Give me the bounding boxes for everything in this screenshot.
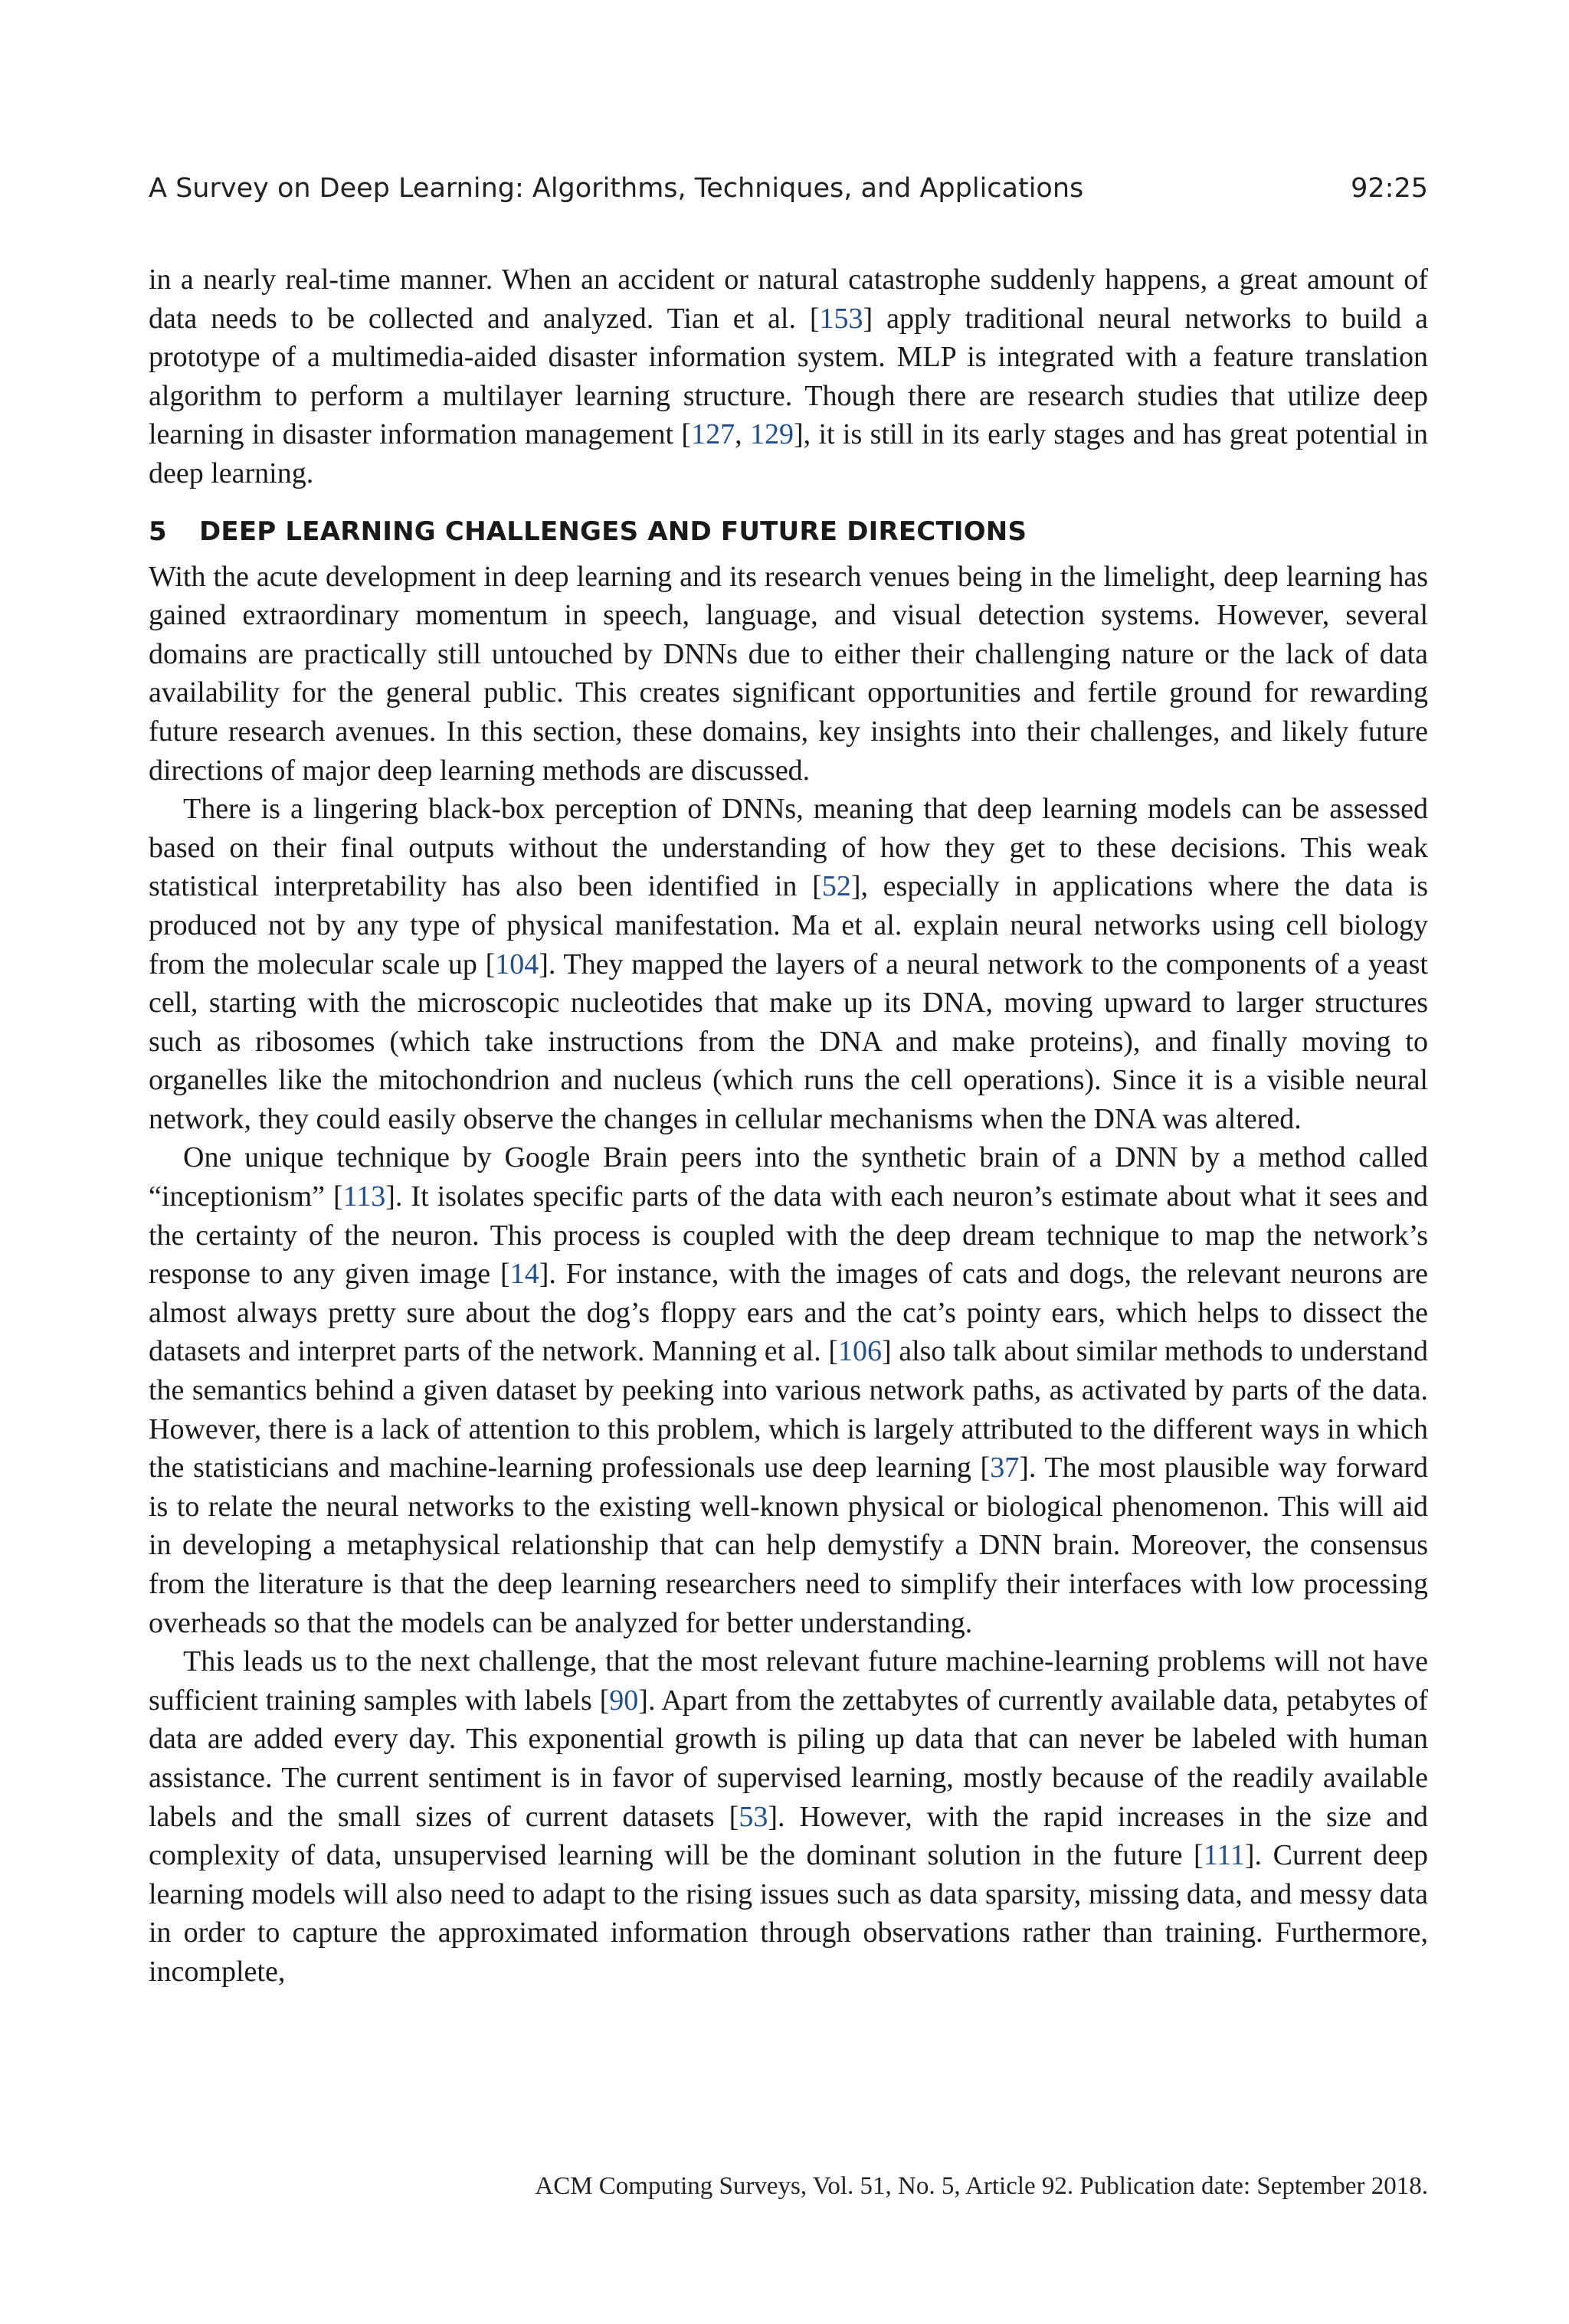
running-header-title: A Survey on Deep Learning: Algorithms, Techniques, and Applications <box>149 173 1084 204</box>
text-run: ]. The most plausible way forward is to relate the neural networks to the existing well-known physical or biological phenomenon. This will aid in developing a metaphysical relationship that can help demystify a DNN brain. Moreover, the consensus from the literature is that the deep learning researchers need to simplify their interfaces with low processing overheads so that the models can be analyzed for better understanding. <box>149 1452 1428 1639</box>
citation-link[interactable]: 106 <box>837 1335 882 1368</box>
running-header <box>149 173 1428 211</box>
citation-link[interactable]: 104 <box>495 948 539 980</box>
text-run: One unique technique by Google Brain peers into the synthetic brain of a DNN by a method called “inceptionism” [ <box>149 1141 1428 1213</box>
text-run: ]. They mapped the layers of a neural network to the components of a yeast cell, starting with the microscopic nucleotides that make up its DNA, moving upward to larger structures such as ribosomes (which take instructions from the DNA and make proteins), and finally moving to organelles like the mitochondrion and nucleus (which runs the cell operations). Since it is a visible neural network, they could easily observe the changes in cellular mechanisms when the DNA was altered. <box>149 948 1428 1135</box>
section-title: DEEP LEARNING CHALLENGES AND FUTURE DIRECTIONS <box>199 516 1027 547</box>
text-run: ]. However, with the rapid increases in the size and complexity of data, unsupervised learning will be the dominant solution in the future [ <box>149 1800 1428 1872</box>
citation-link[interactable]: 52 <box>821 870 851 903</box>
text-run: ], it is still in its early stages and has great potential in deep learning. <box>149 418 1429 489</box>
text-run: With the acute development in deep learning and its research venues being in the limelight, deep learning has gained extraordinary momentum in speech, language, and visual detection systems. However, several domains are practically still untouched by DNNs due to either their challenging nature or the lack of data availability for the general public. This creates significant opportunities and fertile ground for rewarding future research avenues. In this section, these domains, key insights into their challenges, and likely future directions of major deep learning methods are discussed. <box>149 560 1428 787</box>
section-heading <box>149 515 1428 548</box>
citation-link[interactable]: 127 <box>691 418 735 451</box>
text-run: ]. Current deep learning models will also need to adapt to the rising issues such as data sparsity, missing data, and messy data in order to capture the approximated information through observations rather than training. Furthermore, incomplete, <box>149 1839 1429 1988</box>
article-body <box>149 260 1428 1992</box>
citation-link[interactable]: 113 <box>342 1180 386 1213</box>
text-run: , <box>735 418 750 451</box>
text-run: ]. Apart from the zettabytes of currently available data, petabytes of data are added every day. This exponential growth is piling up data that can never be labeled with human assistance. The current sentiment is in favor of supervised learning, mostly because of the readily available labels and the small sizes of current datasets [ <box>149 1684 1428 1833</box>
citation-link[interactable]: 129 <box>749 418 794 451</box>
paragraph-inceptionism <box>149 1138 1428 1642</box>
text-run: ]. It isolates specific parts of the data with each neuron’s estimate about what it sees and the certainty of the neuron. This process is coupled with the deep dream technique to map the network’s response to any given image [ <box>149 1180 1428 1291</box>
document-page <box>149 0 1428 2324</box>
text-run: in a nearly real-time manner. When an accident or natural catastrophe suddenly happens, a great amount of data needs to be collected and analyzed. Tian et al. [ <box>149 263 1428 335</box>
citation-link[interactable]: 14 <box>509 1258 539 1291</box>
paragraph-section-intro <box>149 558 1428 790</box>
text-run: This leads us to the next challenge, that the most relevant future machine-learning problems will not have sufficient training samples with labels [ <box>149 1645 1428 1717</box>
section-number: 5 <box>149 516 167 547</box>
citation-link[interactable]: 111 <box>1203 1839 1245 1872</box>
text-run: ] apply traditional neural networks to build a prototype of a multimedia-aided disaster information system. MLP is integrated with a feature translation algorithm to perform a multilayer learning structure. Though there are research studies that utilize deep learning in disaster information management [ <box>149 302 1428 451</box>
text-run: ] also talk about similar methods to understand the semantics behind a given dataset by peeking into various network paths, as activated by parts of the data. However, there is a lack of attention to this problem, which is largely attributed to the different ways in which the statisticians and machine-learning professionals use deep learning [ <box>149 1335 1428 1484</box>
paragraph-black-box <box>149 790 1428 1138</box>
citation-link[interactable]: 37 <box>990 1452 1020 1484</box>
text-run: ]. For instance, with the images of cats and dogs, the relevant neurons are almost always pretty sure about the dog’s floppy ears and the cat’s pointy ears, which helps to dissect the datasets and interpret parts of the network. Manning et al. [ <box>149 1258 1428 1368</box>
running-header-page-number: 92:25 <box>1351 173 1428 204</box>
text-run: ], especially in applications where the data is produced not by any type of physical manifestation. Ma et al. explain neural networks using cell biology from the molecular scale up [ <box>149 870 1428 980</box>
paragraph-training-samples <box>149 1642 1428 1991</box>
text-run: There is a lingering black-box perception of DNNs, meaning that deep learning models can be assessed based on their final outputs without the understanding of how they get to these decisions. This weak statistical interpretability has also been identified in [ <box>149 793 1428 903</box>
citation-link[interactable]: 90 <box>609 1684 639 1717</box>
paragraph-disaster-management <box>149 260 1428 493</box>
citation-link[interactable]: 53 <box>739 1800 768 1833</box>
page-footer: ACM Computing Surveys, Vol. 51, No. 5, Article 92. Publication date: September 2018. <box>535 2172 1428 2200</box>
citation-link[interactable]: 153 <box>819 302 863 335</box>
